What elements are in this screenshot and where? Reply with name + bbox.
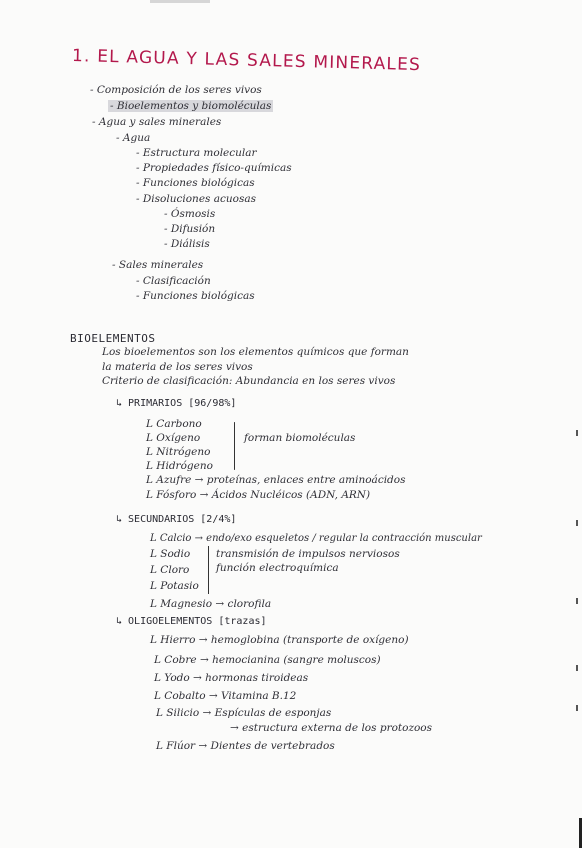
list-item: L Nitrógeno (146, 446, 211, 458)
edge-mark (576, 520, 578, 526)
page-title: 1. EL AGUA Y LAS SALES MINERALES (71, 46, 422, 76)
brace-note: función electroquímica (216, 562, 339, 574)
edge-mark (576, 665, 578, 671)
brace (234, 422, 235, 470)
outline-item: - Funciones biológicas (136, 177, 255, 189)
list-item: L Oxígeno (146, 432, 201, 444)
list-item: L Cloro (150, 564, 190, 576)
intro-line: Criterio de clasificación: Abundancia en los seres vivos (102, 375, 396, 387)
list-item: L Hidrógeno (146, 460, 213, 472)
outline-item: - Composición de los seres vivos (90, 84, 262, 96)
list-item: L Flúor → Dientes de vertebrados (156, 740, 335, 752)
group-label-oligoelementos: ↳ OLIGOELEMENTOS [trazas] (116, 616, 267, 627)
outline-item: - Funciones biológicas (136, 290, 255, 302)
outline-item: - Estructura molecular (136, 147, 257, 159)
list-item: L Cobalto → Vitamina B.12 (154, 690, 297, 702)
list-item: → estructura externa de los protozoos (230, 722, 433, 734)
intro-line: la materia de los seres vivos (102, 361, 253, 373)
edge-mark (576, 430, 578, 436)
intro-line: Los bioelementos son los elementos químicos que forman (102, 346, 409, 358)
brace (208, 546, 209, 594)
top-smudge (150, 0, 210, 3)
list-item: L Sodio (150, 548, 191, 560)
edge-mark (576, 705, 578, 711)
outline-item: - Diálisis (164, 238, 210, 250)
list-item: L Yodo → hormonas tiroideas (154, 672, 309, 684)
list-item: L Calcio → endo/exo esqueletos / regular la contracción muscular (150, 533, 482, 544)
list-item: L Fósforo → Ácidos Nucléicos (ADN, ARN) (146, 489, 371, 501)
outline-item: - Ósmosis (164, 208, 216, 220)
outline-item: - Difusión (164, 223, 216, 235)
group-label-secundarios: ↳ SECUNDARIOS [2/4%] (116, 514, 237, 525)
edge-mark (576, 598, 578, 604)
group-label-primarios: ↳ PRIMARIOS [96/98%] (116, 398, 237, 409)
list-item: L Silicio → Espículas de esponjas (156, 707, 332, 719)
outline-item: - Disoluciones acuosas (136, 193, 257, 205)
brace-note: transmisión de impulsos nerviosos (216, 548, 400, 560)
list-item: L Carbono (146, 418, 202, 430)
outline-item: - Clasificación (136, 275, 211, 287)
outline-item: - Agua (116, 132, 151, 144)
list-item: L Hierro → hemoglobina (transporte de oxígeno) (150, 634, 409, 646)
outline-item: - Sales minerales (112, 259, 204, 271)
list-item: L Azufre → proteínas, enlaces entre aminoácidos (146, 474, 406, 486)
list-item: L Cobre → hemocianina (sangre moluscos) (154, 654, 381, 666)
list-item: L Magnesio → clorofila (150, 598, 272, 610)
brace-note: forman biomoléculas (244, 432, 356, 444)
list-item: L Potasio (150, 580, 199, 592)
section-heading: BIOELEMENTOS (70, 332, 156, 345)
outline-item: - Agua y sales minerales (92, 116, 222, 128)
outline-item: - Propiedades físico-químicas (136, 162, 292, 174)
outline-item: - Bioelementos y biomoléculas (110, 100, 272, 112)
